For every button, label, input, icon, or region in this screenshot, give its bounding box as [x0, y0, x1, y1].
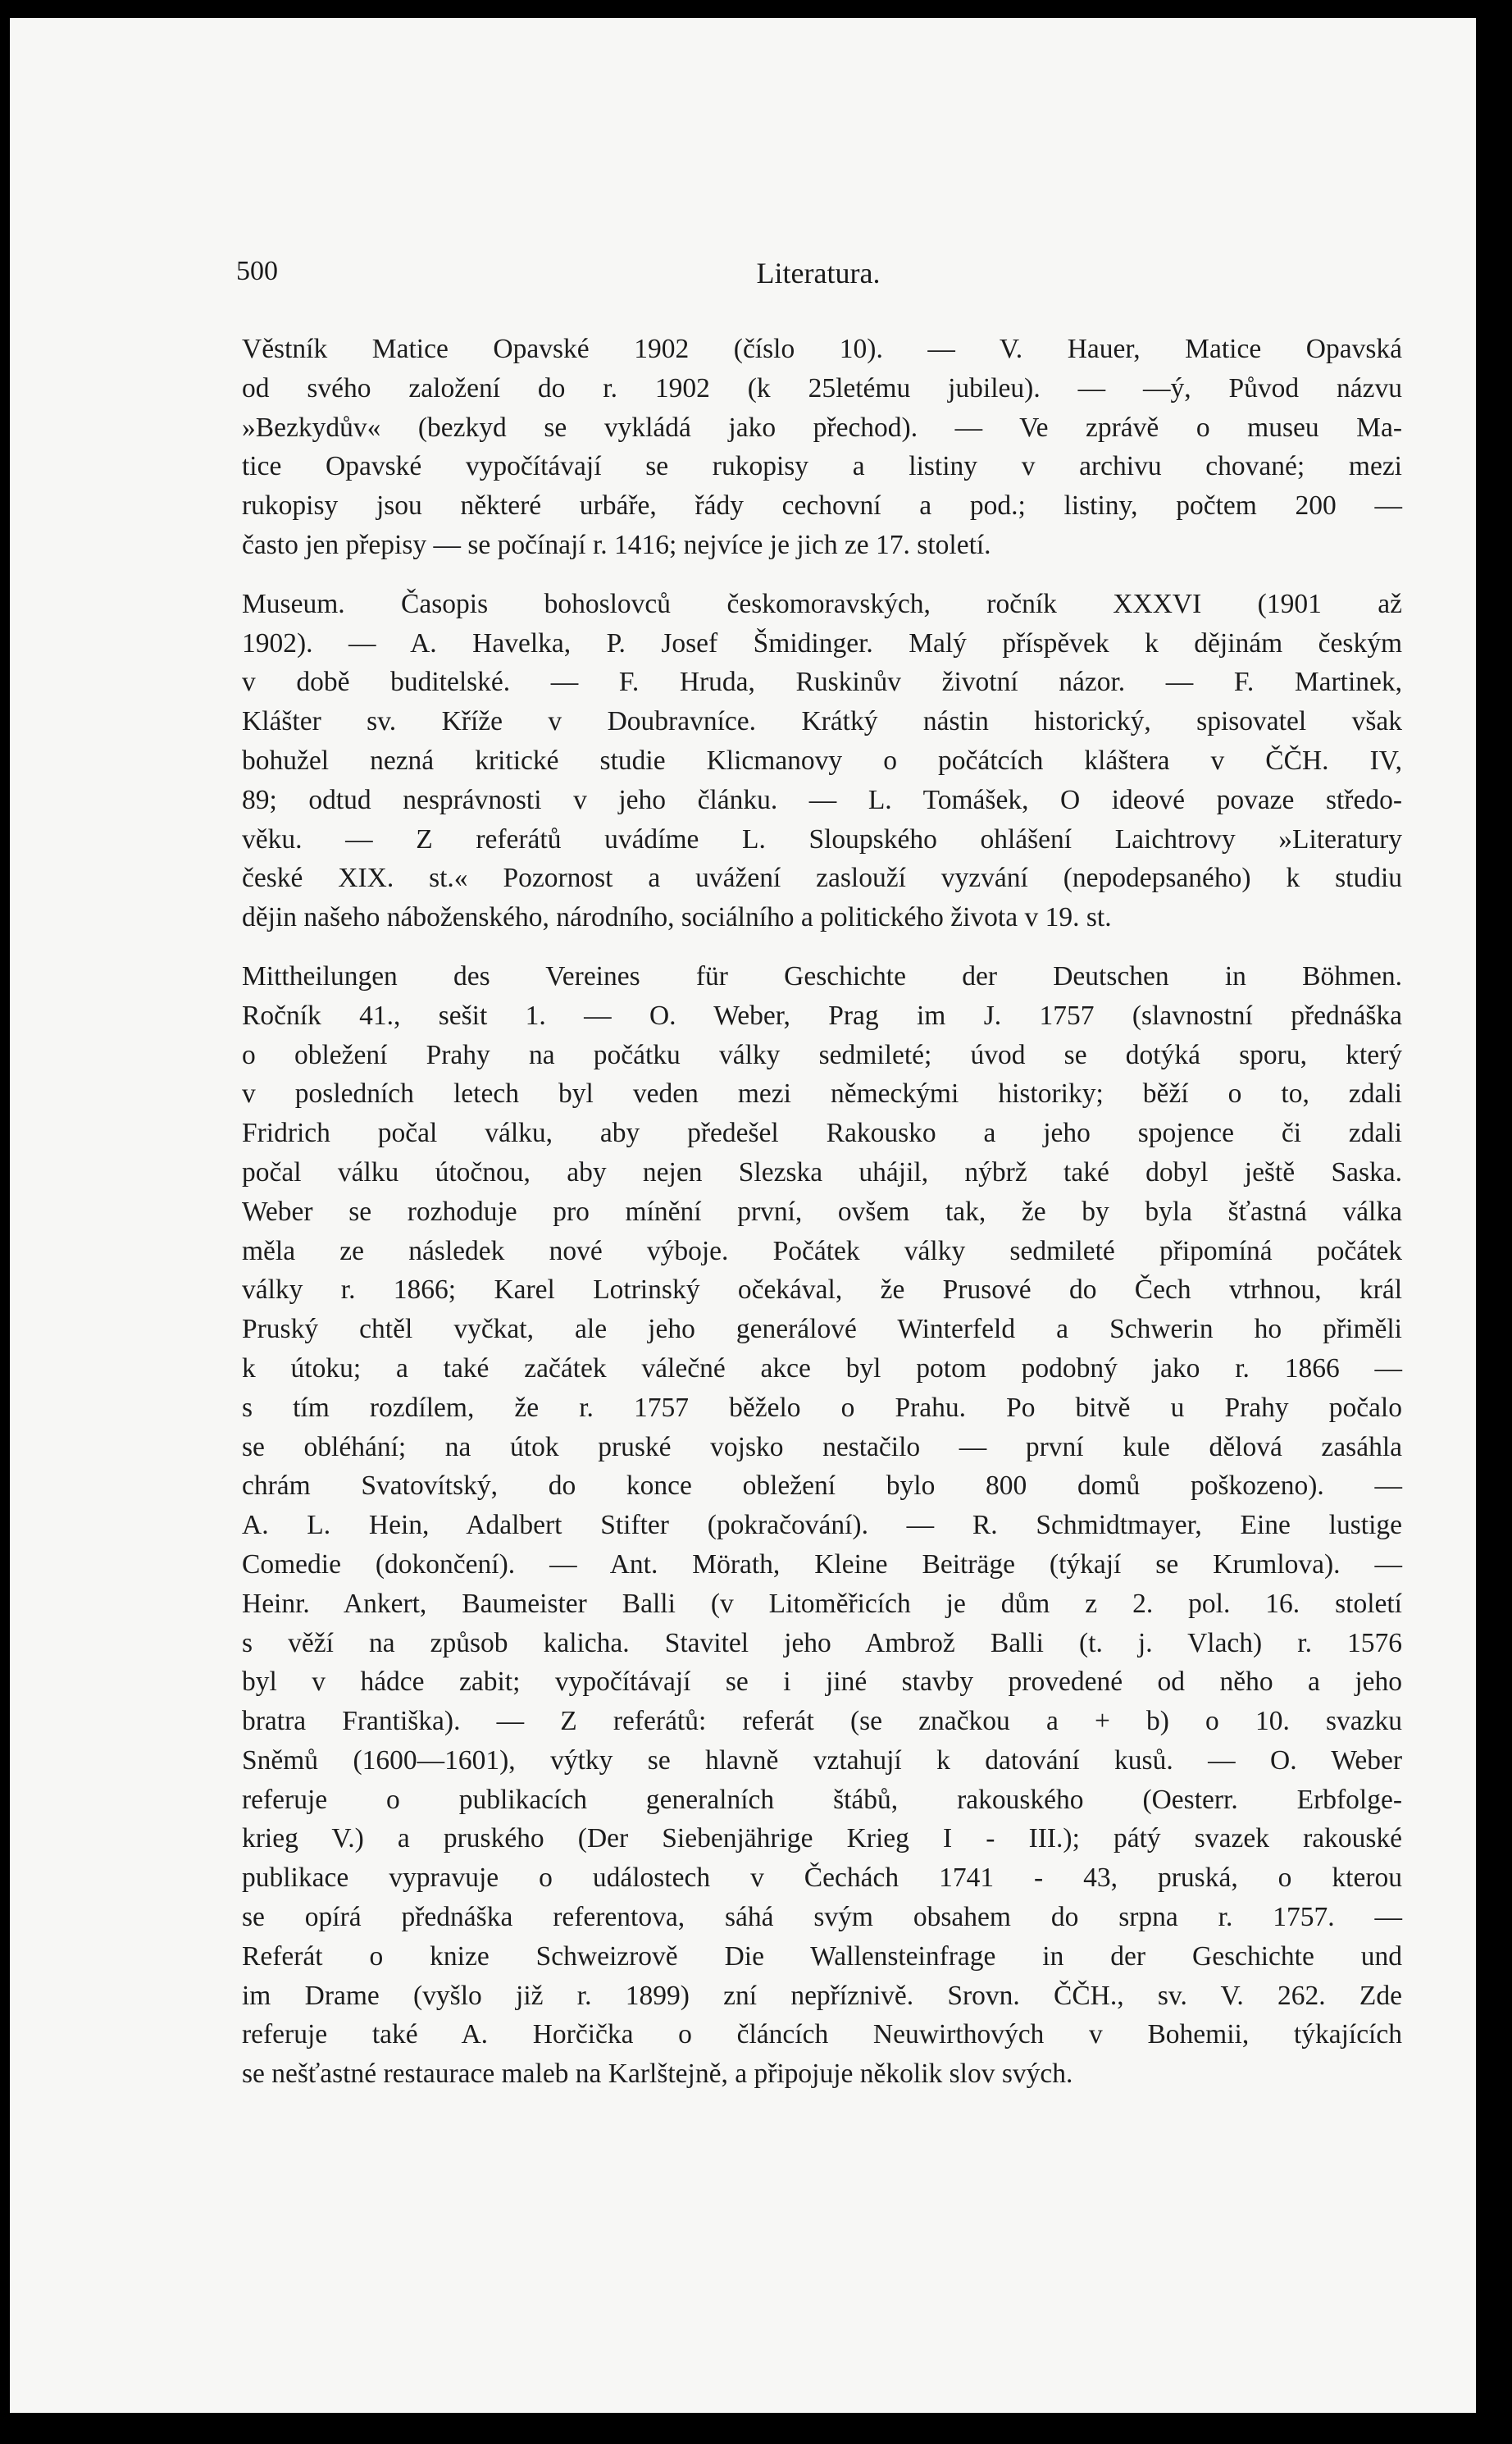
text-line: rukopisy jsou některé urbáře, řády cechovní a pod.; listiny, počtem 200 —	[242, 490, 1402, 522]
text-line: se nešťastné restaurace maleb na Karlštejně, a připojuje několik slov svých.	[242, 2059, 1073, 2090]
running-head: Literatura.	[756, 257, 881, 290]
text-line: Ročník 41., sešit 1. — O. Weber, Prag im J. 1757 (slavnostní přednáška	[242, 1000, 1402, 1031]
text-line: Museum. Časopis bohoslovců českomoravských, ročník XXXVI (1901 až	[242, 588, 1402, 619]
page-number: 500	[236, 256, 278, 286]
text-line: publikace vypravuje o událostech v Čechách 1741 - 43, pruská, o kterou	[242, 1863, 1402, 1894]
text-line: s tím rozdílem, že r. 1757 běželo o Prahu. Po bitvě u Prahy počalo	[242, 1392, 1402, 1423]
text-line: Heinr. Ankert, Baumeister Balli (v Litoměřicích je dům z 2. pol. 16. století	[242, 1588, 1402, 1619]
text-line: referuje o publikacích generalních štábů, rakouského (Oesterr. Erbfolge-	[242, 1784, 1402, 1815]
text-line: Referát o knize Schweizrově Die Wallensteinfrage in der Geschichte und	[242, 1940, 1402, 1972]
text-line: české XIX. st.« Pozornost a uvážení zaslouží vyzvání (nepodepsaného) k studiu	[242, 863, 1402, 894]
text-line: A. L. Hein, Adalbert Stifter (pokračování). — R. Schmidtmayer, Eine lustige	[242, 1510, 1402, 1541]
text-line: Klášter sv. Kříže v Doubravníce. Krátký nástin historický, spisovatel však	[242, 706, 1402, 737]
text-line: tice Opavské vypočítávají se rukopisy a listiny v archivu chované; mezi	[242, 451, 1402, 482]
text-line: bratra Františka). — Z referátů: referát (se značkou a + b) o 10. svazku	[242, 1706, 1402, 1737]
text-line: od svého založení do r. 1902 (k 25letému jubileu). — —ý, Původ názvu	[242, 372, 1402, 404]
text-line: Weber se rozhoduje pro mínění první, ovšem tak, že by byla šťastná válka	[242, 1196, 1402, 1227]
text-line: Sněmů (1600—1601), výtky se hlavně vztahují k datování kusů. — O. Weber	[242, 1744, 1402, 1776]
paragraph	[242, 330, 1402, 565]
text-line: o obležení Prahy na počátku války sedmileté; úvod se dotýká sporu, který	[242, 1039, 1402, 1070]
text-line: Mittheilungen des Vereines für Geschichte der Deutschen in Böhmen.	[242, 960, 1402, 992]
page-header	[236, 256, 1400, 305]
text-line: 1902). — A. Havelka, P. Josef Šmidinger. Malý příspěvek k dějinám českým	[242, 627, 1402, 659]
text-line: v době buditelské. — F. Hruda, Ruskinův životní názor. — F. Martinek,	[242, 667, 1402, 698]
book-page	[10, 18, 1476, 2413]
text-line: byl v hádce zabit; vypočítávají se i jiné stavby provedené od něho a jeho	[242, 1667, 1402, 1698]
text-line: im Drame (vyšlo již r. 1899) zní nepříznivě. Srovn. ČČH., sv. V. 262. Zde	[242, 1980, 1402, 2011]
text-line: Comedie (dokončení). — Ant. Mörath, Kleine Beiträge (týkají se Krumlova). —	[242, 1548, 1402, 1580]
text-line: měla ze následek nové výboje. Počátek války sedmileté připomíná počátek	[242, 1235, 1402, 1266]
text-line: se obléhání; na útok pruské vojsko nestačilo — první kule dělová zasáhla	[242, 1431, 1402, 1462]
text-line: 89; odtud nesprávnosti v jeho článku. — L. Tomášek, O ideové povaze středo-	[242, 784, 1402, 815]
text-line: referuje také A. Horčička o článcích Neuwirthových v Bohemii, týkajících	[242, 2019, 1402, 2050]
text-line: často jen přepisy — se počínají r. 1416; nejvíce je jich ze 17. století.	[242, 529, 991, 560]
body-text	[242, 330, 1402, 2113]
text-line: Fridrich počal válku, aby předešel Rakousko a jeho spojence či zdali	[242, 1118, 1402, 1149]
text-line: války r. 1866; Karel Lotrinský očekával, že Prusové do Čech vtrhnou, král	[242, 1274, 1402, 1306]
text-line: krieg V.) a pruského (Der Siebenjährige Krieg I - III.); pátý svazek rakouské	[242, 1823, 1402, 1854]
text-line: Věstník Matice Opavské 1902 (číslo 10). — V. Hauer, Matice Opavská	[242, 334, 1402, 364]
text-line: bohužel nezná kritické studie Klicmanovy o počátcích kláštera v ČČH. IV,	[242, 745, 1402, 776]
text-line: se opírá přednáška referentova, sáhá svým obsahem do srpna r. 1757. —	[242, 1902, 1402, 1933]
paragraph	[242, 957, 1402, 2094]
paragraph	[242, 585, 1402, 937]
text-line: počal válku útočnou, aby nejen Slezska uhájil, nýbrž také dobyl ještě Saska.	[242, 1156, 1402, 1188]
text-line: dějin našeho náboženského, národního, sociálního a politického života v 19. st.	[242, 902, 1112, 933]
text-line: k útoku; a také začátek válečné akce byl potom podobný jako r. 1866 —	[242, 1352, 1402, 1384]
text-line: »Bezkydův« (bezkyd se vykládá jako přechod). — Ve zprávě o museu Ma-	[242, 412, 1402, 443]
text-line: Pruský chtěl vyčkat, ale jeho generálové Winterfeld a Schwerin ho přiměli	[242, 1314, 1402, 1345]
text-line: chrám Svatovítský, do konce obležení bylo 800 domů poškozeno). —	[242, 1471, 1402, 1502]
text-line: s věží na způsob kalicha. Stavitel jeho Ambrož Balli (t. j. Vlach) r. 1576	[242, 1627, 1402, 1658]
text-line: v posledních letech byl veden mezi německými historiky; běží o to, zdali	[242, 1078, 1402, 1110]
text-line: věku. — Z referátů uvádíme L. Sloupského ohlášení Laichtrovy »Literatury	[242, 823, 1402, 855]
